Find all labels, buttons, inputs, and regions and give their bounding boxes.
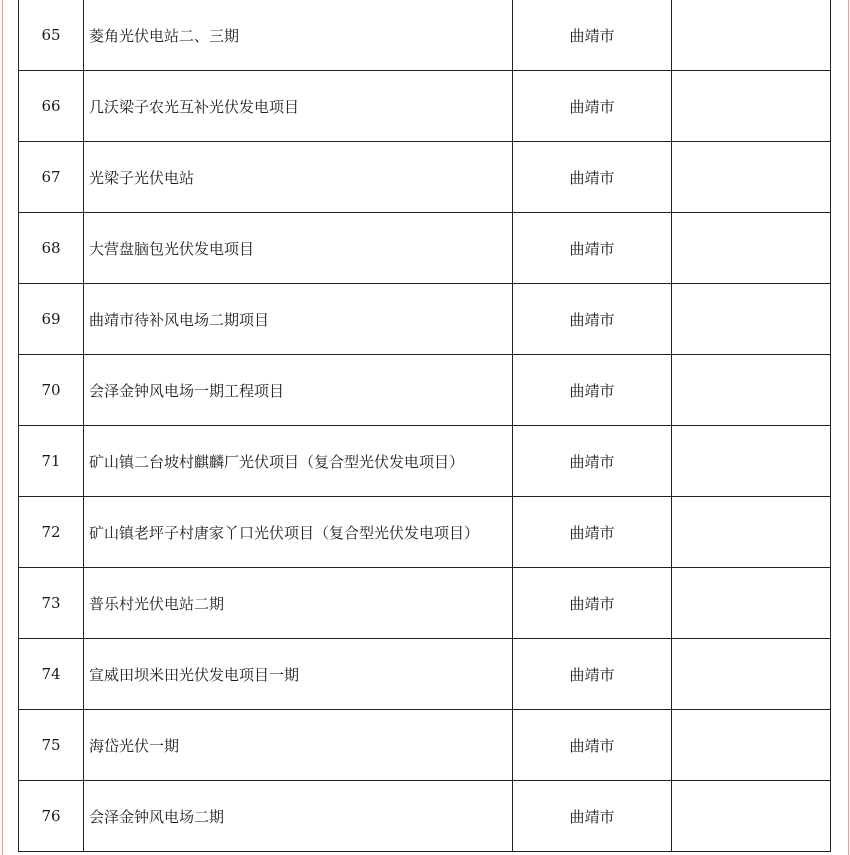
note-cell: [672, 781, 831, 852]
row-number: 73: [19, 568, 84, 639]
project-name: 菱角光伏电站二、三期: [84, 0, 513, 71]
city-cell: 曲靖市: [513, 781, 672, 852]
table-row: [19, 426, 831, 497]
city-cell: 曲靖市: [513, 284, 672, 355]
row-number: 70: [19, 355, 84, 426]
row-number: 66: [19, 71, 84, 142]
city-cell: 曲靖市: [513, 0, 672, 71]
row-number: 72: [19, 497, 84, 568]
project-name: 矿山镇二台坡村麒麟厂光伏项目（复合型光伏发电项目）: [84, 426, 513, 497]
city-cell: 曲靖市: [513, 213, 672, 284]
city-cell: 曲靖市: [513, 639, 672, 710]
note-cell: [672, 710, 831, 781]
note-cell: [672, 284, 831, 355]
note-cell: [672, 142, 831, 213]
table-row: [19, 213, 831, 284]
project-name: 矿山镇老坪子村唐家丫口光伏项目（复合型光伏发电项目）: [84, 497, 513, 568]
city-cell: 曲靖市: [513, 710, 672, 781]
row-number: 74: [19, 639, 84, 710]
row-number: 71: [19, 426, 84, 497]
city-cell: 曲靖市: [513, 355, 672, 426]
table-row: [19, 568, 831, 639]
table-row: [19, 284, 831, 355]
note-cell: [672, 497, 831, 568]
project-name: 曲靖市待补风电场二期项目: [84, 284, 513, 355]
project-name: 普乐村光伏电站二期: [84, 568, 513, 639]
row-number: 69: [19, 284, 84, 355]
table-row: [19, 355, 831, 426]
project-name: 海岱光伏一期: [84, 710, 513, 781]
note-cell: [672, 0, 831, 71]
table-row: [19, 497, 831, 568]
table-row: [19, 71, 831, 142]
project-name: 几沃梁子农光互补光伏发电项目: [84, 71, 513, 142]
note-cell: [672, 71, 831, 142]
note-cell: [672, 355, 831, 426]
row-number: 68: [19, 213, 84, 284]
table-row: [19, 639, 831, 710]
city-cell: 曲靖市: [513, 142, 672, 213]
city-cell: 曲靖市: [513, 497, 672, 568]
table-row: [19, 142, 831, 213]
table-row: [19, 710, 831, 781]
page-margin-line-right: [848, 0, 849, 855]
note-cell: [672, 213, 831, 284]
project-list-table: [18, 0, 831, 852]
row-number: 65: [19, 0, 84, 71]
note-cell: [672, 639, 831, 710]
project-name: 大营盘脑包光伏发电项目: [84, 213, 513, 284]
row-number: 67: [19, 142, 84, 213]
project-name: 会泽金钟风电场二期: [84, 781, 513, 852]
note-cell: [672, 568, 831, 639]
project-name: 会泽金钟风电场一期工程项目: [84, 355, 513, 426]
row-number: 75: [19, 710, 84, 781]
city-cell: 曲靖市: [513, 426, 672, 497]
note-cell: [672, 426, 831, 497]
city-cell: 曲靖市: [513, 71, 672, 142]
row-number: 76: [19, 781, 84, 852]
city-cell: 曲靖市: [513, 568, 672, 639]
table-row: [19, 0, 831, 71]
project-name: 宣威田坝米田光伏发电项目一期: [84, 639, 513, 710]
table-row: [19, 781, 831, 852]
page-margin-line-left: [2, 0, 3, 855]
project-name: 光梁子光伏电站: [84, 142, 513, 213]
